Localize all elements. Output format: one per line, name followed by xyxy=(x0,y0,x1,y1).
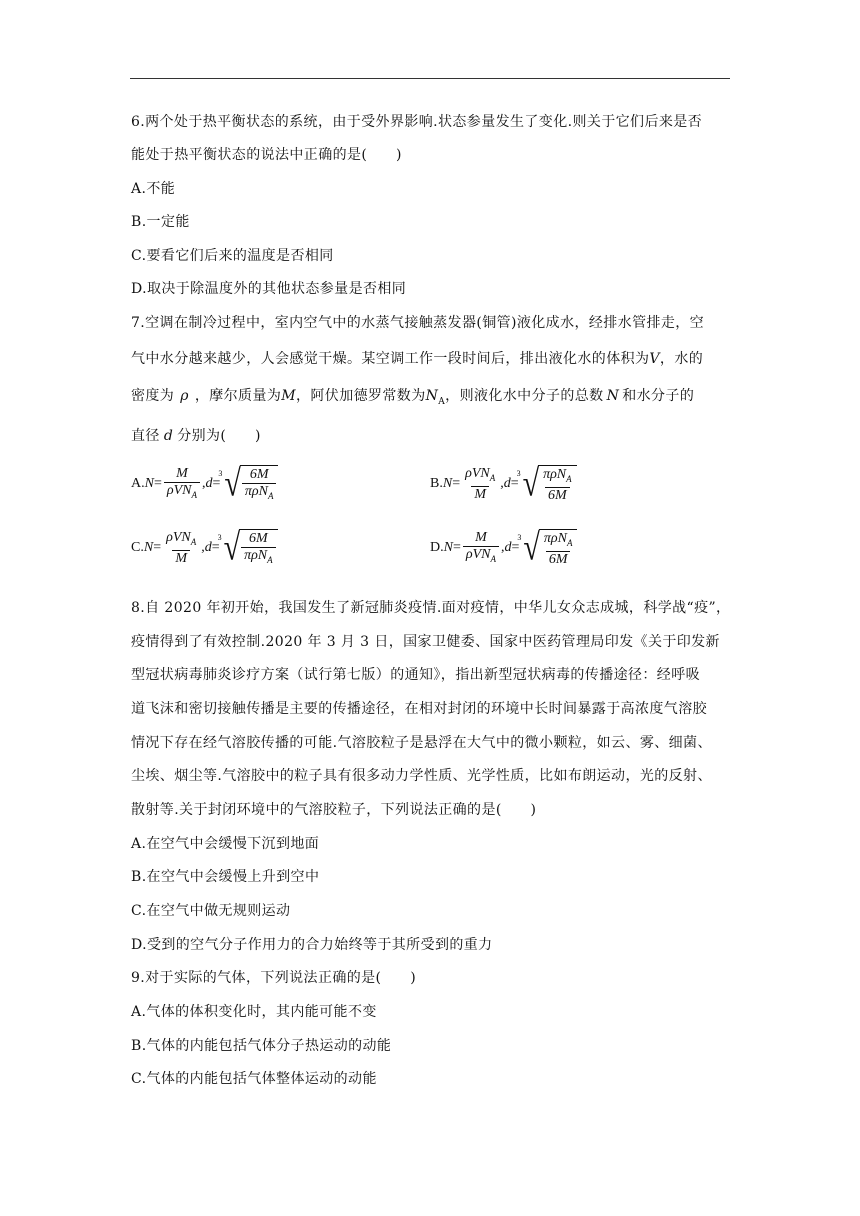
q9-option-a: A.气体的体积变化时，其内能可能不变 xyxy=(131,1004,377,1020)
q6-option-d: D.取决于除温度外的其他状态参量是否相同 xyxy=(131,281,407,297)
q6-stem-line1: 6.两个处于热平衡状态的系统，由于受外界影响.状态参量发生了变化.则关于它们后来是否 xyxy=(131,114,703,130)
q9-stem: 9.对于实际的气体，下列说法正确的是( ) xyxy=(131,970,417,986)
header-rule xyxy=(130,78,730,79)
fraction-n: $\frac{M}{\rho VN_A}$ xyxy=(164,466,200,503)
cube-root: 3 √ $\frac{\pi\rho N_A}{6M}$ xyxy=(523,529,577,568)
q8-stem-line7: 散射等.关于封闭环境中的气溶胶粒子，下列说法正确的是( ) xyxy=(131,802,537,818)
cube-root: 3 √ $\frac{6M}{\pi\rho N_A}$ xyxy=(224,465,278,504)
fraction-n: $\frac{M}{\rho VN_A}$ xyxy=(463,530,499,567)
cube-root: 3 √ $\frac{6M}{\pi\rho N_A}$ xyxy=(224,529,278,568)
q7-stem-line3: 密度为 ρ ，摩尔质量为M，阿伏加德罗常数为$N_A$，则液化水中分子的总数 N 和水分子的 xyxy=(131,388,695,407)
q8-stem-line1: 8.自 2020 年初开始，我国发生了新冠肺炎疫情.面对疫情，中华儿女众志成城，科学战“疫”， xyxy=(131,600,731,616)
q9-option-c: C.气体的内能包括气体整体运动的动能 xyxy=(131,1071,377,1087)
q7-option-c: C. N = $\frac{\rho VN_A}{M}$ , d = 3 √ $\frac{6M}{\pi\rho N_A}$ xyxy=(131,529,278,568)
q7-option-d: D. N = $\frac{M}{\rho VN_A}$ , d = 3 √ $\frac{\pi\rho N_A}{6M}$ xyxy=(430,529,577,568)
q7-stem-line4: 直径 d 分别为( ) xyxy=(131,428,261,444)
q8-stem-line5: 情况下存在经气溶胶传播的可能.气溶胶粒子是悬浮在大气中的微小颗粒，如云、雾、细菌、 xyxy=(131,735,712,751)
q9-option-b: B.气体的内能包括气体分子热运动的动能 xyxy=(131,1038,392,1054)
q6-option-b: B.一定能 xyxy=(131,214,190,230)
q6-stem-line2: 能处于热平衡状态的说法中正确的是( ) xyxy=(131,147,402,163)
q8-option-d: D.受到的空气分子作用力的合力始终等于其所受到的重力 xyxy=(131,937,493,953)
q8-option-a: A.在空气中会缓慢下沉到地面 xyxy=(131,836,320,852)
q7-stem-line2: 气中水分越来越少，人会感觉干燥。某空调工作一段时间后，排出液化水的体积为V，水的 xyxy=(131,351,704,367)
q7-stem-line1: 7.空调在制冷过程中，室内空气中的水蒸气接触蒸发器(铜管)液化成水，经排水管排走，空 xyxy=(131,315,705,331)
q8-stem-line2: 疫情得到了有效控制.2020 年 3 月 3 日，国家卫健委、国家中医药管理局印发《关于印发新 xyxy=(131,634,720,650)
q8-option-b: B.在空气中会缓慢上升到空中 xyxy=(131,869,320,885)
q6-option-c: C.要看它们后来的温度是否相同 xyxy=(131,248,334,264)
fraction-n: $\frac{\rho VN_A}{M}$ xyxy=(166,530,197,566)
q7-option-b: B. N = $\frac{\rho VN_A}{M}$ , d = 3 √ $\frac{\pi\rho N_A}{6M}$ xyxy=(430,465,577,504)
q6-option-a: A.不能 xyxy=(131,181,176,197)
q7-option-a: A. N = $\frac{M}{\rho VN_A}$ , d = 3 √ $\frac{6M}{\pi\rho N_A}$ xyxy=(131,465,278,504)
q8-option-c: C.在空气中做无规则运动 xyxy=(131,903,291,919)
q8-stem-line6: 尘埃、烟尘等.气溶胶中的粒子具有很多动力学性质、光学性质，比如布朗运动，光的反射、 xyxy=(131,768,712,784)
fraction-n: $\frac{\rho VN_A}{M}$ xyxy=(465,466,496,502)
q8-stem-line3: 型冠状病毒肺炎诊疗方案（试行第七版）的通知》，指出新型冠状病毒的传播途径：经呼吸 xyxy=(131,667,700,683)
q8-stem-line4: 道飞沫和密切接触传播是主要的传播途径，在相对封闭的环境中长时间暴露于高浓度气溶胶 xyxy=(131,701,707,717)
cube-root: 3 √ $\frac{\pi\rho N_A}{6M}$ xyxy=(523,465,577,504)
